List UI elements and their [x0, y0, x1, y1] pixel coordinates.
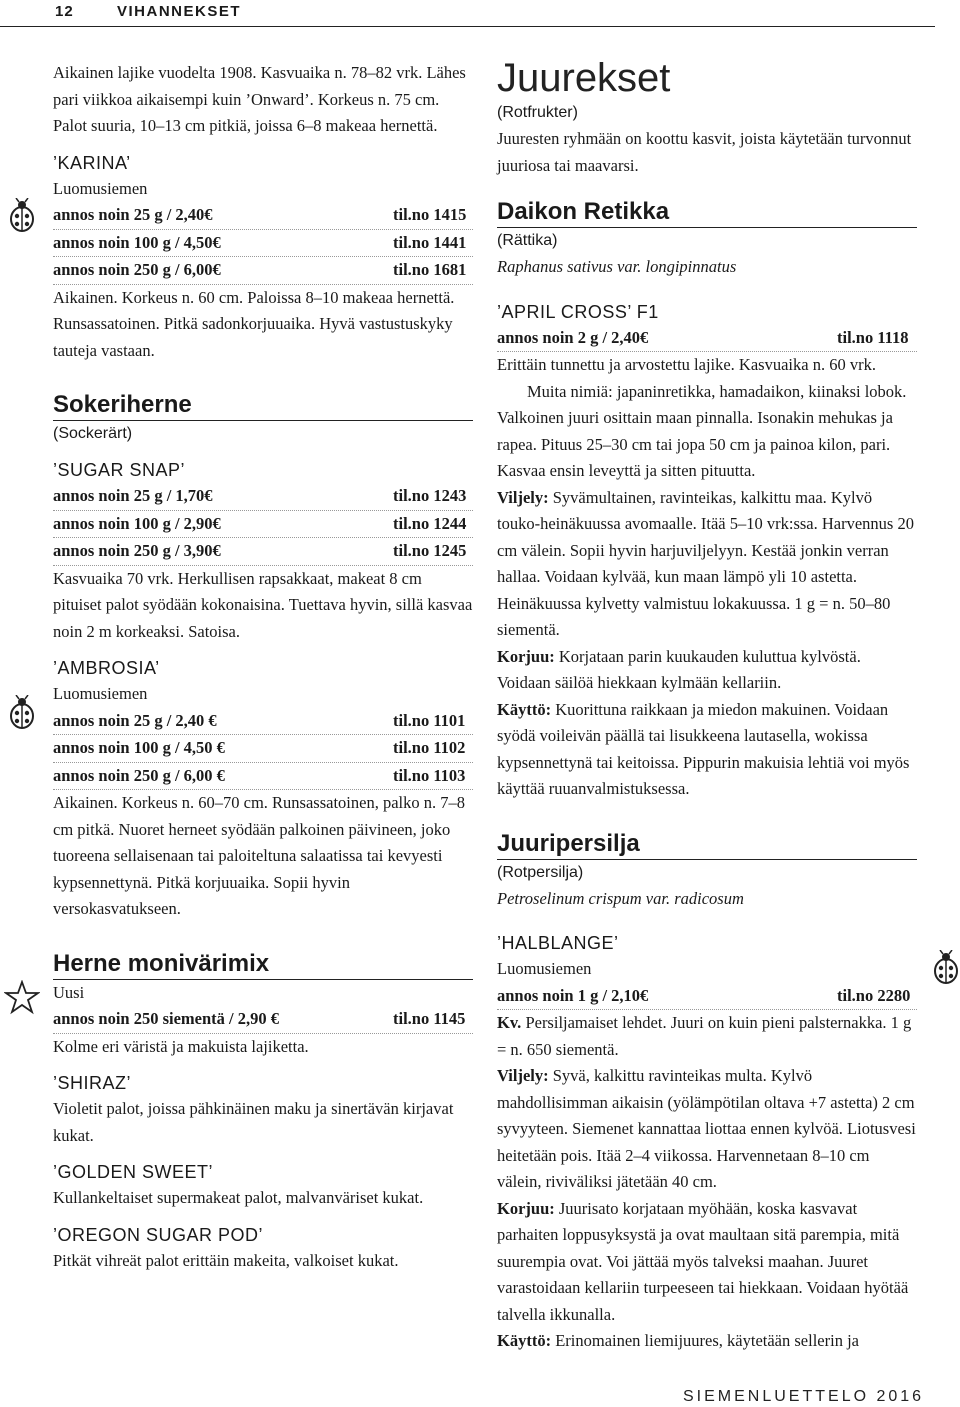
variety-description: Pitkät vihreät palot erittäin makeita, valkoiset kukat.	[53, 1250, 399, 1270]
price-row: annos noin 250 g / 6,00 € til.no 1103	[53, 763, 473, 791]
section-title: Juuripersilja	[497, 829, 917, 860]
variety-description: Aikainen. Korkeus n. 60 cm. Paloissa 8–10 makeaa hernettä. Runsassatoinen. Pitkä sadonkorjuuaika. Hyvä vastustuskyky tauteja vastaan.	[53, 287, 455, 360]
usage-text: Käyttö: Kuorittuna raikkaan ja miedon makuinen. Voidaan syödä voileivän päällä tai lisukkeena lautasella, wokissa kypsennettynä tai keitoissa. Pippurin makuisia lehtiä voi myös käyttää ruuanvalmistuksessa.	[497, 699, 910, 798]
price-row: annos noin 100 g / 4,50€ til.no 1441	[53, 230, 473, 258]
price-row: annos noin 250 siementä / 2,90 € til.no 1145	[53, 1006, 473, 1034]
chapter-title: Juurekset	[497, 56, 671, 100]
section-title: Herne monivärimix	[53, 949, 473, 980]
price-row: annos noin 100 g / 4,50 € til.no 1102	[53, 735, 473, 763]
variety-description: Aikainen. Korkeus n. 60–70 cm. Runsassatoinen, palko n. 7–8 cm pitkä. Nuoret herneet syödään palkoinen päivineen, joko tuoreena sellaisenaan tai paloiteltuna salaatissa tai kevyesti kypsennettynä. Pitkä korjuuaika. Sopii hyvin versokasvatukseen.	[53, 793, 465, 918]
page-number: 12	[55, 3, 74, 20]
ladybug-icon	[8, 695, 36, 729]
catalog-footer: SIEMENLUETTELO 2016	[683, 1388, 925, 1405]
page-header	[0, 0, 935, 27]
cultivation-text: Viljely: Syvämultainen, ravinteikas, kalkittu maa. Kylvö touko-heinäkuussa avomaalle. Itää 5–10 vrk:ssa. Harvennus 20 cm välein. Sopii hyvin harjuviljelyyn. Kestää jonkin verran hallaa. Voidaan kylvää, kun maan lämpö yli 10 astetta. Heinäkuussa kylvetty valmistuu lokakuussa. 1 g = n. 50–80 siementä.	[497, 487, 914, 639]
variety-name: ’KARINA’	[53, 152, 131, 173]
price-row: annos noin 25 g / 1,70€ til.no 1243	[53, 483, 473, 511]
price-row: annos noin 250 g / 3,90€ til.no 1245	[53, 538, 473, 566]
section-subtitle: (Sockerärt)	[53, 425, 133, 442]
left-column	[53, 60, 473, 1274]
organic-note: Luomusiemen	[497, 959, 592, 978]
price-row: annos noin 2 g / 2,40€ til.no 1118	[497, 325, 917, 353]
section-label: VIHANNEKSET	[117, 3, 242, 20]
variety-name: ’GOLDEN SWEET’	[53, 1162, 214, 1182]
variety-name: ’SHIRAZ’	[53, 1073, 132, 1093]
variety-name: ’AMBROSIA’	[53, 658, 160, 678]
section-title: Daikon Retikka	[497, 197, 917, 228]
section-subtitle: (Rotpersilja)	[497, 863, 584, 881]
variety-description: Kv. Persiljamaiset lehdet. Juuri on kuin pieni palsternakka. 1 g = n. 650 siementä.	[497, 1013, 912, 1059]
variety-name: ’SUGAR SNAP’	[53, 460, 186, 480]
variety-description: Muita nimiä: japaninretikka, hamadaikon, kiinaksi lobok. Valkoinen juuri osittain maan pinnalla. Isonakin mehukas ja rapea. Pituus 25–30 cm tai jopa 50 cm ja painoa kilon, pari. Kasvaa ensin leveyttä ja sitten pituutta.	[497, 381, 907, 480]
harvest-text: Korjuu: Korjataan parin kuukauden kuluttua kylvöstä. Voidaan säilöä hiekkaan kylmään kellariin.	[497, 646, 861, 692]
price-row: annos noin 100 g / 2,90€ til.no 1244	[53, 511, 473, 539]
price-row: annos noin 25 g / 2,40 € til.no 1101	[53, 708, 473, 736]
variety-name: ’OREGON SUGAR POD’	[53, 1224, 264, 1245]
price-row: annos noin 25 g / 2,40€ til.no 1415	[53, 202, 473, 230]
variety-name: ’HALBLANGE’	[497, 933, 619, 953]
price-row: annos noin 1 g / 2,10€ til.no 2280	[497, 983, 917, 1011]
new-note: Uusi	[53, 982, 85, 1002]
variety-description: Violetit palot, joissa pähkinäinen maku ja sinertävän kirjavat kukat.	[53, 1099, 454, 1145]
price-row: annos noin 250 g / 6,00€ til.no 1681	[53, 257, 473, 285]
right-column	[497, 56, 917, 1355]
usage-text: Käyttö: Erinomainen liemijuures, käytetään sellerin ja	[497, 1331, 859, 1350]
latin-name: Raphanus sativus var. longipinnatus	[497, 257, 737, 276]
star-icon	[4, 980, 40, 1016]
chapter-subtitle: (Rotfrukter)	[497, 104, 578, 121]
section-title: Sokeriherne	[53, 390, 473, 421]
ladybug-icon	[8, 198, 36, 232]
variety-name: ’APRIL CROSS’ F1	[497, 301, 659, 322]
cultivation-text: Viljely: Syvä, kalkittu ravinteikas multa. Kylvö mahdollisimman aikaisin (yölämpötilan oltava +7 astetta) 2 cm syvyyteen. Siemenet kannattaa liottaa ennen kylvöä. Liotusvesi heitetään pois. Itää 2–4 viikossa. Harvennetaan 8–10 cm välein, riviväliksi jätetään 40 cm.	[497, 1066, 916, 1191]
chapter-description: Juuresten ryhmään on koottu kasvit, joista käytetään turvonnut juuriosa tai maavarsi.	[497, 129, 912, 175]
ladybug-icon	[932, 950, 960, 984]
intro-text: Aikainen lajike vuodelta 1908. Kasvuaika n. 78–82 vrk. Lähes pari viikkoa aikaisempi kuin ’Onward’. Korkeus n. 75 cm. Palot suuria, 10–13 cm pitkiä, joissa 6–8 makeaa hernettä.	[53, 63, 466, 135]
variety-description: Kasvuaika 70 vrk. Herkullisen rapsakkaat, makeat 8 cm pituiset palot syödään kokonaisina. Tuettava hyvin, sillä kasvaa noin 2 m korkeaksi. Satoisa.	[53, 568, 473, 641]
organic-note: Luomusiemen	[53, 178, 148, 198]
harvest-text: Korjuu: Juurisato korjataan myöhään, koska kasvavat parhaiten loppusyksystä ja ovat maultaan sitä parempia, mitä suurempia ovat. Voi jättää myös talveksi maahan. Juuret varastoidaan kellariin turpeeseen tai hiekkaan. Voidaan hyötää talvella ikkunalla.	[497, 1198, 909, 1324]
latin-name: Petroselinum crispum var. radicosum	[497, 888, 744, 908]
variety-description: Erittäin tunnettu ja arvostettu lajike. Kasvuaika n. 60 vrk.	[497, 355, 876, 374]
variety-description: Kolme eri väristä ja makuista lajiketta.	[53, 1036, 309, 1056]
section-subtitle: (Rättika)	[497, 232, 558, 249]
organic-note: Luomusiemen	[53, 684, 148, 703]
variety-description: Kullankeltaiset supermakeat palot, malvanväriset kukat.	[53, 1188, 424, 1207]
